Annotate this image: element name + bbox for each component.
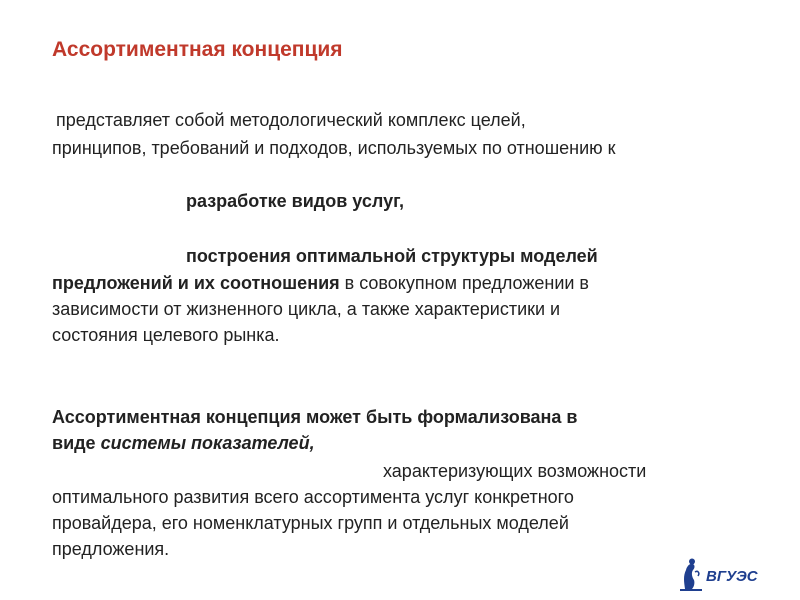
item-service-development: разработке видов услуг, xyxy=(186,191,404,211)
concept-line-2 xyxy=(52,432,315,454)
item-structure-line-4: состояния целевого рынка. xyxy=(52,325,280,345)
indicator-system-phrase: системы показателей, xyxy=(100,433,315,453)
concept-line-1: Ассортиментная концепция может быть формализована в xyxy=(52,407,578,427)
university-logo xyxy=(676,556,758,592)
concept-line-3: характеризующих возможности xyxy=(383,461,647,481)
concept-line-2-bold: виде xyxy=(52,433,101,453)
item-structure-bold-part: предложений и их соотношения xyxy=(52,273,340,293)
svg-text:ВГУЭС: ВГУЭС xyxy=(706,568,758,585)
item-structure-line-2 xyxy=(52,272,589,294)
item-structure-line-1: построения оптимальной структуры моделей xyxy=(186,246,598,266)
concept-line-5: провайдера, его номенклатурных групп и отдельных моделей xyxy=(52,513,569,533)
intro-line-1: представляет собой методологический комплекс целей, xyxy=(56,110,526,130)
intro-line-2: принципов, требований и подходов, используемых по отношению к xyxy=(52,138,616,158)
item-structure-rest: в совокупном предложении в xyxy=(339,273,589,293)
page-title: Ассортиментная концепция xyxy=(52,38,343,61)
item-structure-line-3: зависимости от жизненного цикла, а также характеристики и xyxy=(52,299,561,319)
concept-line-4: оптимального развития всего ассортимента услуг конкретного xyxy=(52,487,574,507)
concept-line-6: предложения. xyxy=(52,539,170,559)
university-emblem-icon xyxy=(676,556,758,592)
